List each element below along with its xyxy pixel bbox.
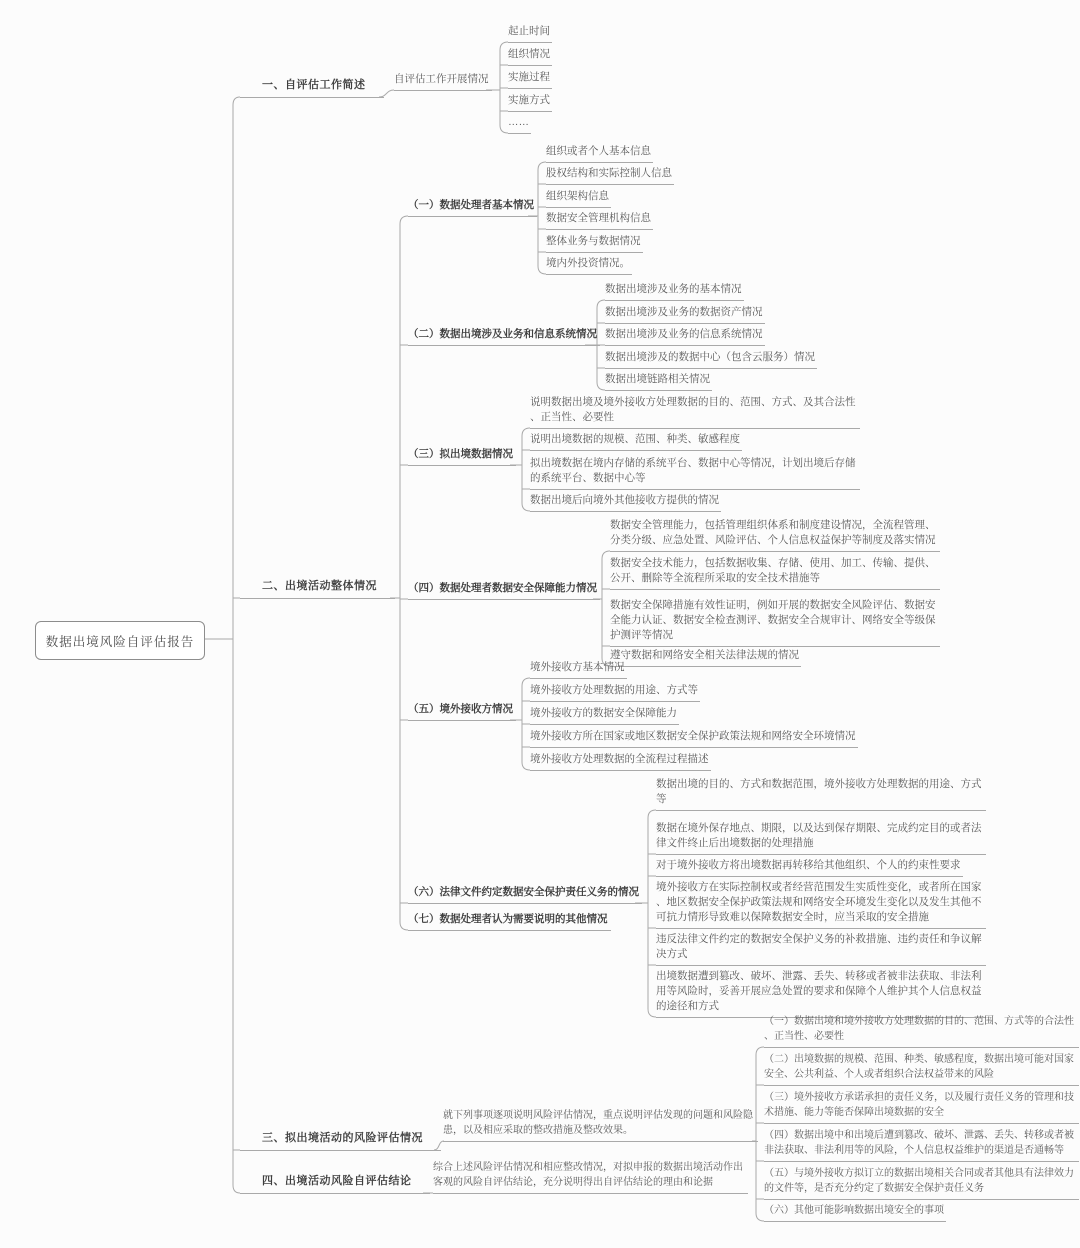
section-topic-business-and-systems[interactable]: （二）数据出境涉及业务和信息系统情况 — [408, 327, 600, 346]
leaf-topic[interactable]: 数据在境外保存地点、期限，以及达到保存期限、完成约定目的或者法律文件终止后出境数据的处理措施 — [656, 821, 986, 855]
leaf-topic[interactable]: 出境数据遭到篡改、破坏、泄露、丢失、转移或者被非法获取、非法利用等风险时，妥善开展应急处置的要求和保障个人维护其个人信息权益的途径和方式 — [656, 969, 986, 1018]
leaf-topic[interactable]: 数据出境涉及业务的数据资产情况 — [605, 305, 765, 324]
leaf-topic[interactable]: 境外接收方基本情况 — [530, 660, 627, 679]
leaf-topic[interactable]: 数据安全保障措施有效性证明，例如开展的数据安全风险评估、数据安全能力认证、数据安全检查测评、数据安全合规审计、网络安全等级保护测评等情况 — [610, 598, 940, 647]
leaf-topic[interactable]: 数据出境链路相关情况 — [605, 372, 712, 391]
leaf-topic[interactable]: 拟出境数据在境内存储的系统平台、数据中心等情况，计划出境后存储的系统平台、数据中心等 — [530, 456, 860, 490]
branch-topic-risk-assessment-status[interactable]: 三、拟出境活动的风险评估情况 — [240, 1130, 441, 1151]
leaf-topic[interactable]: 数据安全管理机构信息 — [546, 211, 653, 230]
leaf-topic[interactable]: 数据出境涉及业务的基本情况 — [605, 282, 744, 301]
leaf-topic[interactable]: 实施方式 — [508, 93, 552, 112]
leaf-topic[interactable]: 组织情况 — [508, 47, 552, 66]
section-topic-legal-documents[interactable]: （六）法律文件约定数据安全保护责任义务的情况 — [408, 885, 642, 904]
leaf-topic[interactable]: 数据出境的目的、方式和数据范围，境外接收方处理数据的用途、方式等 — [656, 777, 986, 811]
leaf-topic[interactable]: 说明数据出境及境外接收方处理数据的目的、范围、方式、及其合法性、正当性、必要性 — [530, 395, 860, 429]
leaf-topic[interactable]: （一）数据出境和境外接收方处理数据的目的、范围、方式等的合法性、正当性、必要性 — [764, 1014, 1079, 1048]
leaf-topic[interactable]: 数据安全技术能力，包括数据收集、存储、使用、加工、传输、提供、公开、删除等全流程所采取的安全技术措施等 — [610, 556, 940, 590]
leaf-topic[interactable]: 股权结构和实际控制人信息 — [546, 166, 674, 185]
leaf-topic[interactable]: 数据出境后向境外其他接收方提供的情况 — [530, 493, 721, 512]
section-topic-overseas-recipient[interactable]: （五）境外接收方情况 — [408, 702, 516, 721]
leaf-topic[interactable]: （五）与境外接收方拟订立的数据出境相关合同或者其他具有法律效力的文件等，是否充分约定了数据安全保护责任义务 — [764, 1166, 1079, 1200]
leaf-topic[interactable]: 境外接收方处理数据的用途、方式等 — [530, 683, 700, 702]
leaf-topic[interactable]: 境内外投资情况。 — [546, 256, 632, 275]
leaf-topic[interactable]: 数据安全管理能力，包括管理组织体系和制度建设情况，全流程管理、分类分级、应急处置、风险评估、个人信息权益保护等制度及落实情况 — [610, 518, 940, 552]
section-topic-security-capability[interactable]: （四）数据处理者数据安全保障能力情况 — [408, 581, 600, 600]
leaf-topic[interactable]: 境外接收方的数据安全保障能力 — [530, 706, 679, 725]
topic-risk-assessment-note[interactable]: 就下列事项逐项说明风险评估情况，重点说明评估发现的问题和风险隐患，以及相应采取的整改措施及整改效果。 — [443, 1108, 758, 1142]
leaf-topic[interactable]: 遵守数据和网络安全相关法律法规的情况 — [610, 648, 801, 667]
leaf-topic[interactable]: （四）数据出境中和出境后遭到篡改、破坏、泄露、丢失、转移或者被非法获取、非法利用等的风险，个人信息权益维护的渠道是否通畅等 — [764, 1128, 1079, 1162]
leaf-topic[interactable]: 违反法律文件约定的数据安全保护义务的补救措施、违约责任和争议解决方式 — [656, 932, 986, 966]
leaf-topic[interactable]: （三）境外接收方承诺承担的责任义务，以及履行责任义务的管理和技术措施、能力等能否保障出境数据的安全 — [764, 1090, 1079, 1124]
leaf-topic[interactable]: 境外接收方处理数据的全流程过程描述 — [530, 752, 711, 771]
root-topic[interactable]: 数据出境风险自评估报告 — [35, 621, 205, 660]
leaf-topic[interactable]: …… — [508, 115, 531, 134]
branch-topic-self-assessment-conclusion[interactable]: 四、出境活动风险自评估结论 — [240, 1173, 430, 1194]
section-topic-data-processor-basics[interactable]: （一）数据处理者基本情况 — [408, 198, 537, 217]
leaf-topic[interactable]: 组织架构信息 — [546, 189, 611, 208]
leaf-topic[interactable]: 说明出境数据的规模、范围、种类、敏感程度 — [530, 432, 742, 451]
leaf-topic[interactable]: 实施过程 — [508, 70, 552, 89]
topic-conclusion-note[interactable]: 综合上述风险评估情况和相应整改情况，对拟申报的数据出境活动作出客观的风险自评估结论，充分说明得出自评估结论的理由和论据 — [433, 1160, 748, 1194]
leaf-topic[interactable]: 境外接收方所在国家或地区数据安全保护政策法规和网络安全环境情况 — [530, 729, 858, 748]
leaf-topic[interactable]: （二）出境数据的规模、范围、种类、敏感程度，数据出境可能对国家安全、公共利益、个人或者组织合法权益带来的风险 — [764, 1052, 1079, 1086]
section-topic-other-matters[interactable]: （七）数据处理者认为需要说明的其他情况 — [408, 912, 611, 931]
leaf-topic[interactable]: 整体业务与数据情况 — [546, 234, 643, 253]
leaf-topic[interactable]: 组织或者个人基本信息 — [546, 144, 653, 163]
leaf-topic[interactable]: 境外接收方在实际控制权或者经营范围发生实质性变化，或者所在国家、地区数据安全保护政策法规和网络安全环境发生变化以及发生其他不可抗力情形导致难以保障数据安全时，应当采取的安全措施 — [656, 880, 986, 929]
leaf-topic[interactable]: 对于境外接收方将出境数据再转移给其他组织、个人的约束性要求 — [656, 858, 963, 877]
leaf-topic[interactable]: （六）其他可能影响数据出境安全的事项 — [764, 1203, 946, 1222]
branch-topic-export-activity-overview[interactable]: 二、出境活动整体情况 — [240, 578, 395, 599]
leaf-topic[interactable]: 数据出境涉及的数据中心（包含云服务）情况 — [605, 350, 817, 369]
branch-topic-self-assessment-overview[interactable]: 一、自评估工作简述 — [240, 77, 384, 98]
topic-assessment-work-status[interactable]: 自评估工作开展情况 — [394, 72, 492, 91]
leaf-topic[interactable]: 数据出境涉及业务的信息系统情况 — [605, 327, 765, 346]
section-topic-data-to-export[interactable]: （三）拟出境数据情况 — [408, 447, 516, 466]
leaf-topic[interactable]: 起止时间 — [508, 24, 552, 43]
